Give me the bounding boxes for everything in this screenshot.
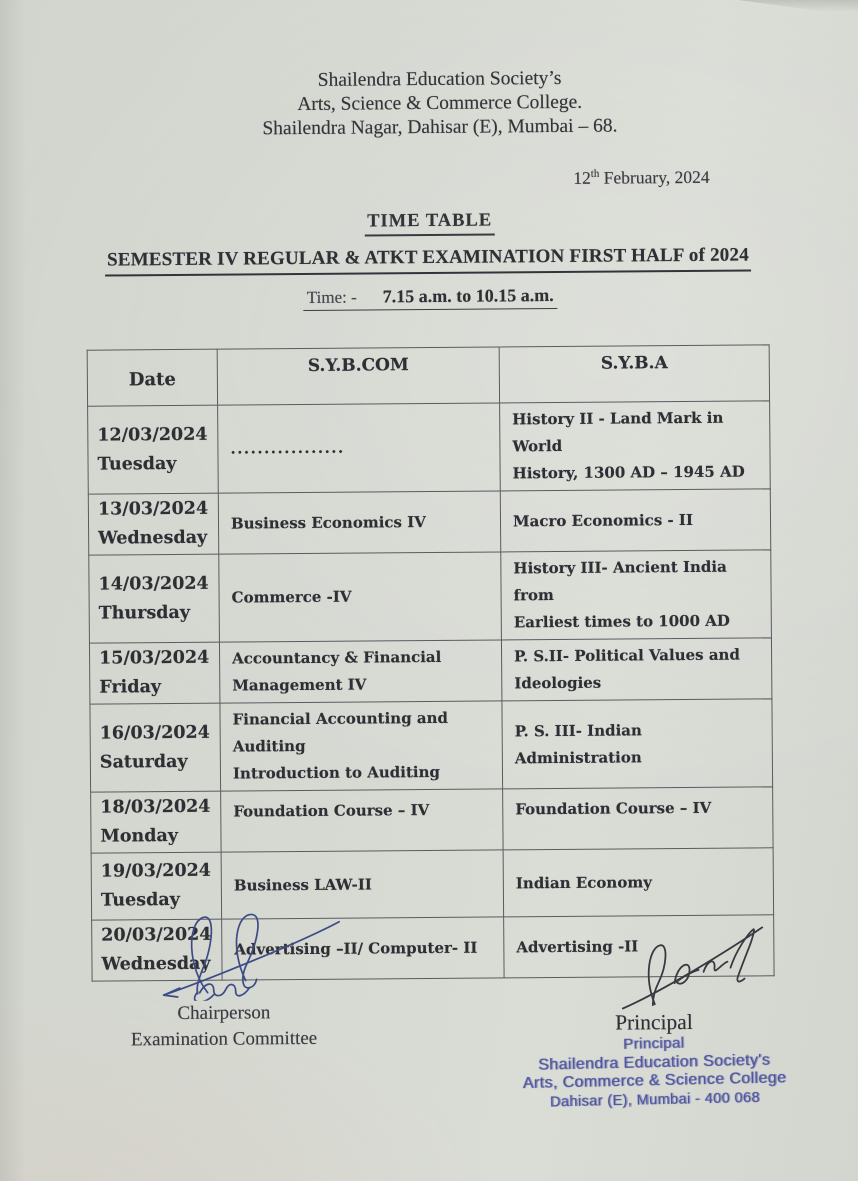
letterhead: [24, 65, 855, 144]
syba-subject: Indian Economy: [503, 848, 774, 917]
org-name: Shailendra Education Society’s: [317, 67, 562, 91]
date-cell: [89, 554, 220, 643]
sybcom-subject: Accountancy & Financial Management IV: [219, 640, 501, 703]
date-cell: [88, 405, 219, 494]
chairperson-committee: Examination Committee: [130, 1027, 318, 1051]
date-cell: [91, 791, 221, 853]
syba-subject: History II - Land Mark in World History, 1300 AD – 1945 AD: [500, 401, 771, 491]
syba-subject: Macro Economics - II: [500, 489, 770, 552]
sybcom-subject: Advertising –II/ Computer- II: [222, 917, 504, 980]
table-row: [88, 489, 770, 555]
day-value: Friday: [99, 677, 162, 698]
table-row: [89, 550, 772, 643]
date-value: 19/03/2024: [100, 860, 212, 882]
table-row: [90, 699, 773, 792]
table-row: [88, 401, 771, 494]
column-header-syba: S.Y.B.A: [499, 345, 769, 403]
date-value: 18/03/2024: [100, 796, 211, 818]
issue-date-ordinal: th: [590, 167, 600, 180]
sybcom-subject: Business LAW-II: [221, 850, 504, 919]
issue-date-day: 12: [573, 167, 591, 188]
date-value: 20/03/2024: [101, 924, 212, 946]
exam-time-line: [303, 285, 558, 311]
chairperson-role: Chairperson: [177, 1002, 271, 1024]
syba-subject: History III- Ancient India from Earliest times to 1000 AD: [501, 550, 772, 640]
time-value: 7.15 a.m. to 10.15 a.m.: [382, 285, 554, 307]
sybcom-subject: Financial Accounting and Auditing Introduction to Auditing: [220, 701, 503, 791]
column-header-date: Date: [87, 349, 217, 406]
date-value: 13/03/2024: [97, 498, 209, 520]
timetable-table: [87, 344, 775, 981]
day-value: Saturday: [99, 751, 188, 773]
principal-signature-icon: [616, 919, 767, 1010]
stamp-line-principal: Principal: [622, 1034, 685, 1053]
chairperson-signature-block: [103, 904, 344, 1054]
college-stamp: [509, 1032, 801, 1112]
date-value: 14/03/2024: [98, 573, 209, 595]
date-cell: [90, 703, 221, 792]
issue-date: [573, 167, 709, 189]
stamp-line-address: Dahisar (E), Mumbai - 400 068: [549, 1089, 761, 1111]
college-address: Shailendra Nagar, Dahisar (E), Mumbai – 68.: [262, 115, 618, 140]
document-title: TIME TABLE: [364, 210, 495, 236]
day-value: Wednesday: [98, 527, 208, 549]
principal-signature-block: [508, 919, 799, 1110]
syba-subject: Foundation Course – IV: [503, 787, 773, 850]
stamp-line-society: Shailendra Education Society's: [537, 1051, 771, 1074]
day-value: Tuesday: [97, 453, 177, 475]
day-value: Wednesday: [101, 953, 211, 975]
time-label: Time: -: [306, 287, 357, 307]
college-name: Arts, Science & Commerce College.: [297, 91, 583, 116]
chairperson-signature-icon: [155, 904, 346, 1001]
syba-subject: Advertising -II: [504, 915, 774, 978]
sybcom-subject: .................: [218, 403, 501, 493]
principal-role: Principal: [615, 1009, 693, 1035]
date-cell: [89, 642, 219, 704]
sybcom-subject: Business Economics IV: [218, 491, 500, 554]
table-row: [89, 638, 771, 704]
stamp-line-college: Arts, Commerce & Science College: [522, 1069, 787, 1093]
day-value: Tuesday: [100, 889, 180, 911]
sybcom-subject: Foundation Course – IV: [221, 789, 503, 852]
issue-date-rest: February, 2024: [599, 166, 710, 188]
date-value: 16/03/2024: [99, 722, 210, 744]
syba-subject: P. S. III- Indian Administration: [502, 699, 773, 789]
date-value: 12/03/2024: [97, 424, 208, 446]
sybcom-subject: Commerce -IV: [219, 552, 502, 642]
date-value: 15/03/2024: [98, 647, 210, 669]
document-subtitle: SEMESTER IV REGULAR & ATKT EXAMINATION FIRST HALF of 2024: [105, 244, 751, 276]
timetable-header-row: [87, 345, 769, 406]
column-header-sybcom: S.Y.B.COM: [217, 347, 499, 405]
date-cell: [88, 493, 218, 555]
syba-subject: P. S.II- Political Values and Ideologies: [501, 638, 771, 701]
day-value: Monday: [100, 825, 179, 847]
table-row: [91, 787, 773, 853]
day-value: Thursday: [98, 602, 191, 624]
